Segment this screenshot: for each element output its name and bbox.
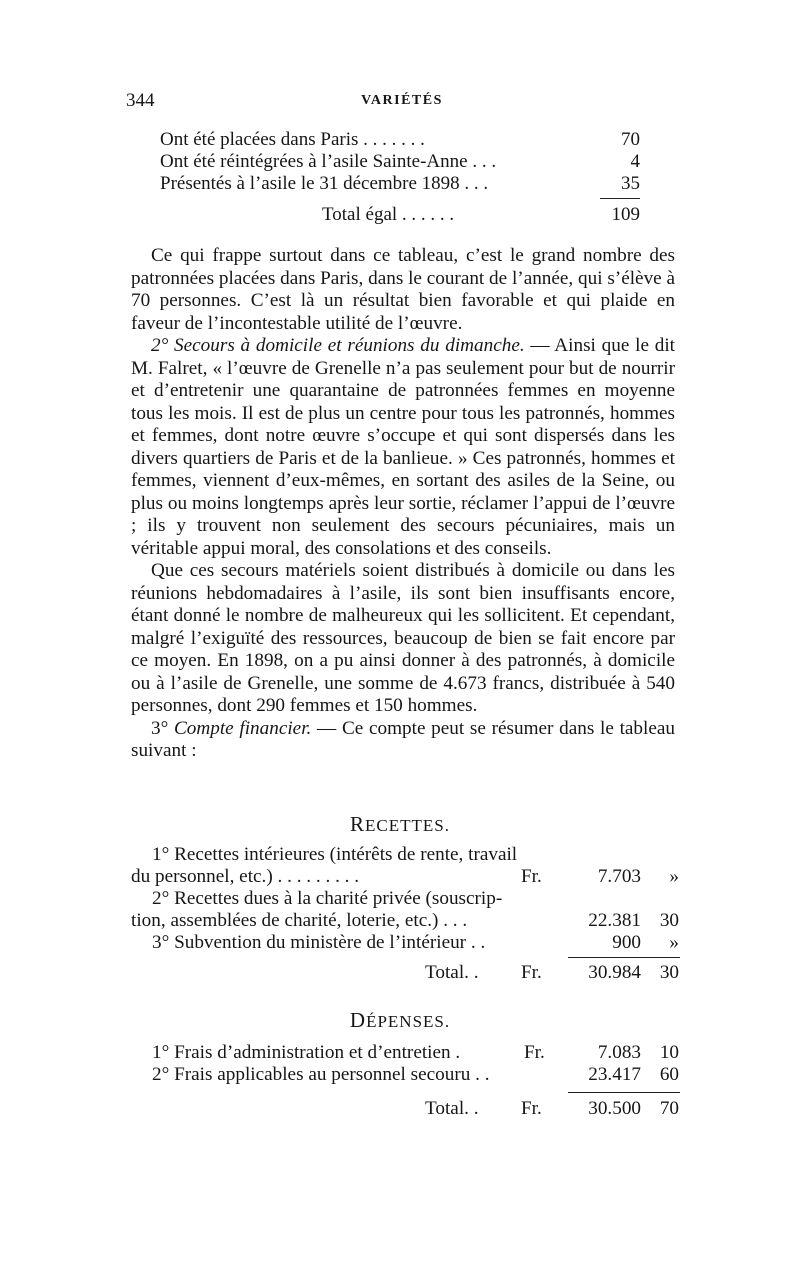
tally-total-label: Total égal . . . . . . [322, 204, 455, 225]
section-heading: 2° Secours à domicile et réunions du dimanche. [151, 335, 525, 356]
body-text [131, 245, 675, 763]
sum-rule [600, 198, 640, 199]
tally-value: 4 [630, 151, 640, 172]
tally-value: 35 [621, 173, 640, 194]
amount-centimes: 60 [659, 1064, 679, 1085]
amount-centimes: » [669, 866, 679, 887]
paragraph [131, 718, 675, 763]
sum-rule [568, 1092, 680, 1093]
tally-label: Ont été placées dans Paris . . . . . . . [160, 129, 425, 150]
recette-desc: 3° Subvention du ministère de l’intérieur . . [152, 932, 486, 953]
page-header [126, 90, 678, 116]
paragraph [131, 335, 675, 560]
amount-centimes: 10 [659, 1042, 679, 1063]
tally-row [160, 172, 640, 196]
tally-row [160, 128, 640, 152]
page-number: 344 [126, 90, 155, 111]
total-centimes: 30 [659, 962, 679, 983]
total-francs: 30.500 [588, 1098, 641, 1119]
paragraph: Ce qui frappe surtout dans ce tableau, c’est le grand nombre des patronnées placées dans Paris, dans le courant de l’année, qui s’élève à 70 personnes. C’est là un résultat bien favorable et qui plaide en faveur de l’incontestable utilité de l’œuvre. [131, 245, 675, 334]
total-francs: 30.984 [588, 962, 641, 983]
currency-label: Fr. [521, 1098, 542, 1119]
total-centimes: 70 [659, 1098, 679, 1119]
currency-label: Fr. [521, 866, 542, 887]
tally-label: Ont été réintégrées à l’asile Sainte-Anne . . . [160, 151, 497, 172]
amount-francs: 23.417 [588, 1064, 641, 1085]
depense-desc: 2° Frais applicables au personnel secouru . . [152, 1064, 490, 1085]
tally-label: Présentés à l’asile le 31 décembre 1898 . . . [160, 173, 489, 194]
recette-desc: du personnel, etc.) . . . . . . . . . [131, 866, 360, 887]
depenses-title: DÉPENSES. [349, 1008, 451, 1032]
recettes-title: RECETTES. [350, 812, 450, 836]
paragraph-text: — Ce compte peut se résumer dans le tableau suivant : [131, 717, 675, 761]
amount-centimes: 30 [659, 910, 679, 931]
total-label: Total. . [425, 1098, 479, 1119]
running-head: VARIÉTÉS [361, 93, 443, 108]
recette-desc: 1° Recettes intérieures (intérêts de rente, travail [152, 844, 518, 865]
amount-francs: 7.703 [597, 866, 641, 887]
tally-total-row [160, 203, 640, 227]
amount-francs: 900 [612, 932, 641, 953]
tally-row [160, 150, 640, 174]
paragraph-text: — Ainsi que le dit M. Falret, « l’œuvre de Grenelle n’a pas seulement pour but de nourrir et d’entretenir une quarantaine de patronnées femmes en moyenne tous les mois. Il est de plus un centre pour tous les patronnés, hommes et femmes, dont notre œuvre s’occupe et qui sont dispersés dans les divers quartiers de Paris et de la banlieue. » Ces patronnés, hommes et femmes, viennent d’eux-mêmes, en sortant des asiles de la Seine, ou plus ou moins longtemps après leur sortie, réclamer l’appui de l’œuvre ; ils y trouvent non seulement des secours pécuniaires, mais un véritable appui moral, des consolations et des conseils. [131, 335, 675, 559]
recette-desc: 2° Recettes dues à la charité privée (souscrip- [152, 888, 503, 909]
section-number: 3° [151, 717, 174, 739]
total-label: Total. . [425, 962, 479, 983]
section-heading: Compte financier. [173, 717, 312, 739]
amount-francs: 7.083 [597, 1042, 641, 1063]
paragraph: Que ces secours matériels soient distribués à domicile ou dans les réunions hebdomadaires à l’asile, ils sont bien insuffisants encore, étant donné le nombre de malheureux qui les sollicitent. Et cependant, malgré l’exiguïté des ressources, beaucoup de bien se fait encore par ce moyen. En 1898, on a pu ainsi donner à des patronnés, à domicile ou à l’asile de Grenelle, une somme de 4.673 francs, distribuée à 540 personnes, dont 290 femmes et 150 hommes. [131, 560, 675, 716]
tally-value: 70 [621, 129, 640, 150]
currency-label: Fr. [521, 962, 542, 983]
sum-rule [568, 957, 680, 958]
amount-centimes: » [669, 932, 679, 953]
currency-label: Fr. [524, 1042, 545, 1063]
depense-desc: 1° Frais d’administration et d’entretien . [152, 1042, 461, 1063]
tally-total-value: 109 [611, 204, 640, 225]
recette-desc: tion, assemblées de charité, loterie, etc.) . . . [131, 910, 468, 931]
amount-francs: 22.381 [588, 910, 641, 931]
